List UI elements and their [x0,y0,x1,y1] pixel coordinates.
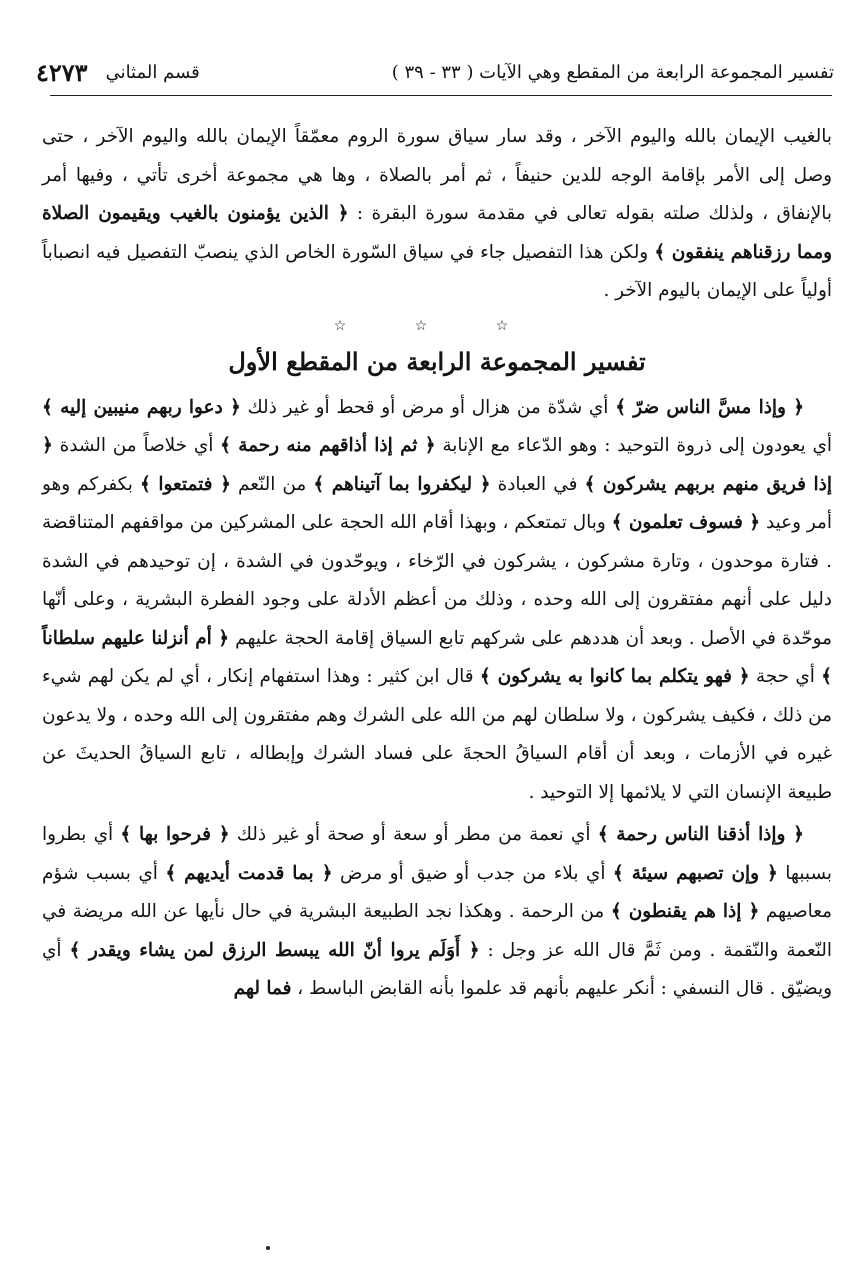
quran-quote: ﴿ إذا هم يقنطون ﴾ [610,901,760,922]
commentary-text: أي شدّة من هزال أو مرض أو قحط أو غير ذلك [247,396,609,418]
quran-quote: ﴿ إذا فريق منهم بربهم يشركون ﴾ [42,435,832,495]
running-title: تفسير المجموعة الرابعة من المقطع وهي الآيات ( ٣٣ - ٣٩ ) [391,61,834,83]
commentary-text: في العبادة [497,473,578,495]
bold-text: فما لهم [233,978,292,999]
section-heading: تفسير المجموعة الرابعة من المقطع الأول [228,346,646,376]
header-left-group [36,58,200,87]
header-rule [50,95,832,96]
intro-text-1: بالغيب الإيمان بالله واليوم الآخر ، وقد سار سياق سورة الروم معمّقاً الإيمان بالله واليوم الآخر ، حتى وصل إلى الأمر بإقامة الوجه للدين حنيفاً ، ثم أمر بالصلاة ، وها هي مجموعة أخرى تأتي ، وفيها أمر بالإنفاق ، ولذلك صلته بقوله تعالى في مقدمة سورة البقرة : [42,126,832,224]
quran-quote: ﴿ وإن تصبهم سيئة ﴾ [612,862,778,884]
commentary-text: وبال تمتعكم ، وبهذا أقام الله الحجة على المشركين من مواقفهم المتناقضة . فتارة موحدون ، وتارة مشركون ، يشركون في الرّخاء ، ويوحّدون في الشدة ، إن توحيدهم في الشدة دليل على أنهم مفتقرون إلى الله وحده ، وذلك من أعظم الأدلة على وجود الفطرة البشرية ، وعلى أنّها موحّدة في الأصل . وبعد أن هددهم على شركهم تابع السياق إقامة الحجة عليهم [42,512,832,649]
intro-paragraph [42,118,832,311]
commentary-paragraph-1 [42,389,832,813]
section-name: قسم المثاني [105,61,200,83]
quran-quote: ﴿ فهو يتكلم بما كانوا به يشركون ﴾ [479,666,750,687]
quran-quote: ﴿ بما قدمت أيديهم ﴾ [165,862,333,884]
quran-quote: ﴿ أَوَلَم يروا أنّ الله يبسط الرزق لمن يشاء ويقدر ﴾ [69,939,480,961]
quran-quote: ﴿ دعوا ربهم منيبين إليه ﴾ [42,396,241,418]
footer-dot [266,1246,270,1250]
page-number: ٤٢٧٣ [36,57,88,87]
commentary-text: أي نعمة من مطر أو سعة أو صحة أو غير ذلك [236,824,591,845]
page-header [36,52,834,92]
commentary-paragraph-2 [42,816,832,1009]
quran-quote: ﴿ ليكفروا بما آتيناهم ﴾ [313,473,491,495]
commentary-text: من النّعم [237,473,307,495]
commentary-text: قال ابن كثير : وهذا استفهام إنكار ، أي لم يكن لهم شيء من ذلك ، فكيف يشركون ، ولا سلطان لهم من الله على الشرك وهم مفتقرون إلى الله وحده ، ولا يدعون غيره في الأزمات ، وبعد أن أقام السياقُ الحجةَ على فساد الشرك وإبطاله ، تابع السياقُ الحديثَ عن طبيعة الإنسان التي لا يلائمها إلا التوحيد . [42,666,832,803]
quran-quote: ﴿ الذين يؤمنون بالغيب ويقيمون الصلاة ومما رزقناهم ينفقون ﴾ [42,203,832,263]
commentary-text: أي ويضيّق . قال النسفي : أنكر عليهم بأنهم قد علموا بأنه القابض الباسط ، [42,939,832,999]
quran-quote: ﴿ وإذا أذقنا الناس رحمة ﴾ [597,824,804,845]
quran-quote: ﴿ فتمتعوا ﴾ [140,473,231,495]
quran-quote: ﴿ وإذا مسَّ الناس ضرّ ﴾ [615,396,804,418]
commentary-text: أي حجة [755,666,815,687]
commentary-text: أي يعودون إلى ذروة التوحيد : وهو الدّعاء مع الإنابة [442,435,832,456]
section-separator-stars: ☆ ☆ ☆ [333,317,541,334]
quran-quote: ﴿ فسوف تعلمون ﴾ [611,512,761,533]
page-body [42,118,832,1009]
quran-quote: ﴿ ثم إذا أذاقهم منه رحمة ﴾ [220,435,436,456]
commentary-text: بكفركم وهو أمر وعيد [42,473,832,533]
commentary-text: أي بطروا بسببها [42,824,832,884]
commentary-text: أي بسبب شؤم معاصيهم [42,862,832,922]
quran-quote: ﴿ أم أنزلنا عليهم سلطاناً ﴾ [42,627,832,687]
intro-text-2: ولكن هذا التفصيل جاء في سياق السّورة الخاص الذي ينصبّ التفصيل فيه انصباباً أولياً على الإيمان باليوم الآخر . [42,241,832,301]
commentary-text: من الرحمة . وهكذا نجد الطبيعة البشرية في حال نأيها عن الله مريضة في النّعمة والنّقمة . ومن ثَمَّ قال الله عز وجل : [42,901,832,961]
commentary-text: أي بلاء من جدب أو ضيق أو مرض [339,862,606,884]
quran-quote: ﴿ فرحوا بها ﴾ [120,824,230,845]
commentary-text: أي خلاصاً من الشدة [59,435,214,456]
